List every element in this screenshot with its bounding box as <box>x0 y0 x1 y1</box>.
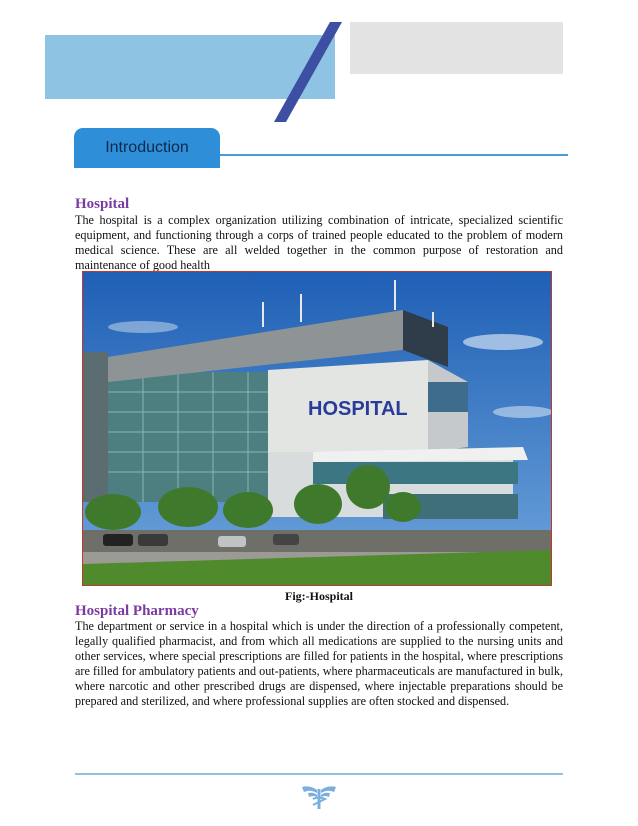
hospital-sign: HOSPITAL <box>308 398 408 420</box>
section-tab-label: Introduction <box>105 139 189 156</box>
header-diagonal-stripe <box>0 0 638 130</box>
hospital-building-illustration <box>83 272 552 586</box>
caduceus-icon <box>300 783 338 809</box>
hospital-photo <box>82 271 552 586</box>
pharmacy-heading: Hospital Pharmacy <box>75 603 199 619</box>
figure-caption: Fig:-Hospital <box>285 589 353 603</box>
hospital-heading: Hospital <box>75 196 130 212</box>
section-tab-introduction <box>74 128 220 168</box>
section-divider <box>220 154 568 156</box>
footer-divider <box>75 773 563 775</box>
pharmacy-paragraph: The department or service in a hospital which is under the direction of a professionally competent, legally qualified pharmacist, and from which all medications are supplied to the nursing units and other services, where special prescriptions are filled for patients in the hospital, where prescriptions are filled for ambulatory patients and out-patients, where pharmaceuticals are manufactured in bulk, where narcotic and other prescribed drugs are dispensed, where injectable preparations should be prepared and sterilized, and where professional supplies are often stocked and dispensed. <box>75 619 563 708</box>
hospital-paragraph: The hospital is a complex organization utilizing combination of intricate, specialized scientific equipment, and functioning through a corps of trained people educated to the problem of modern medical science. These are all welded together in the common purpose of restoration and maintenance of good health <box>75 213 563 272</box>
